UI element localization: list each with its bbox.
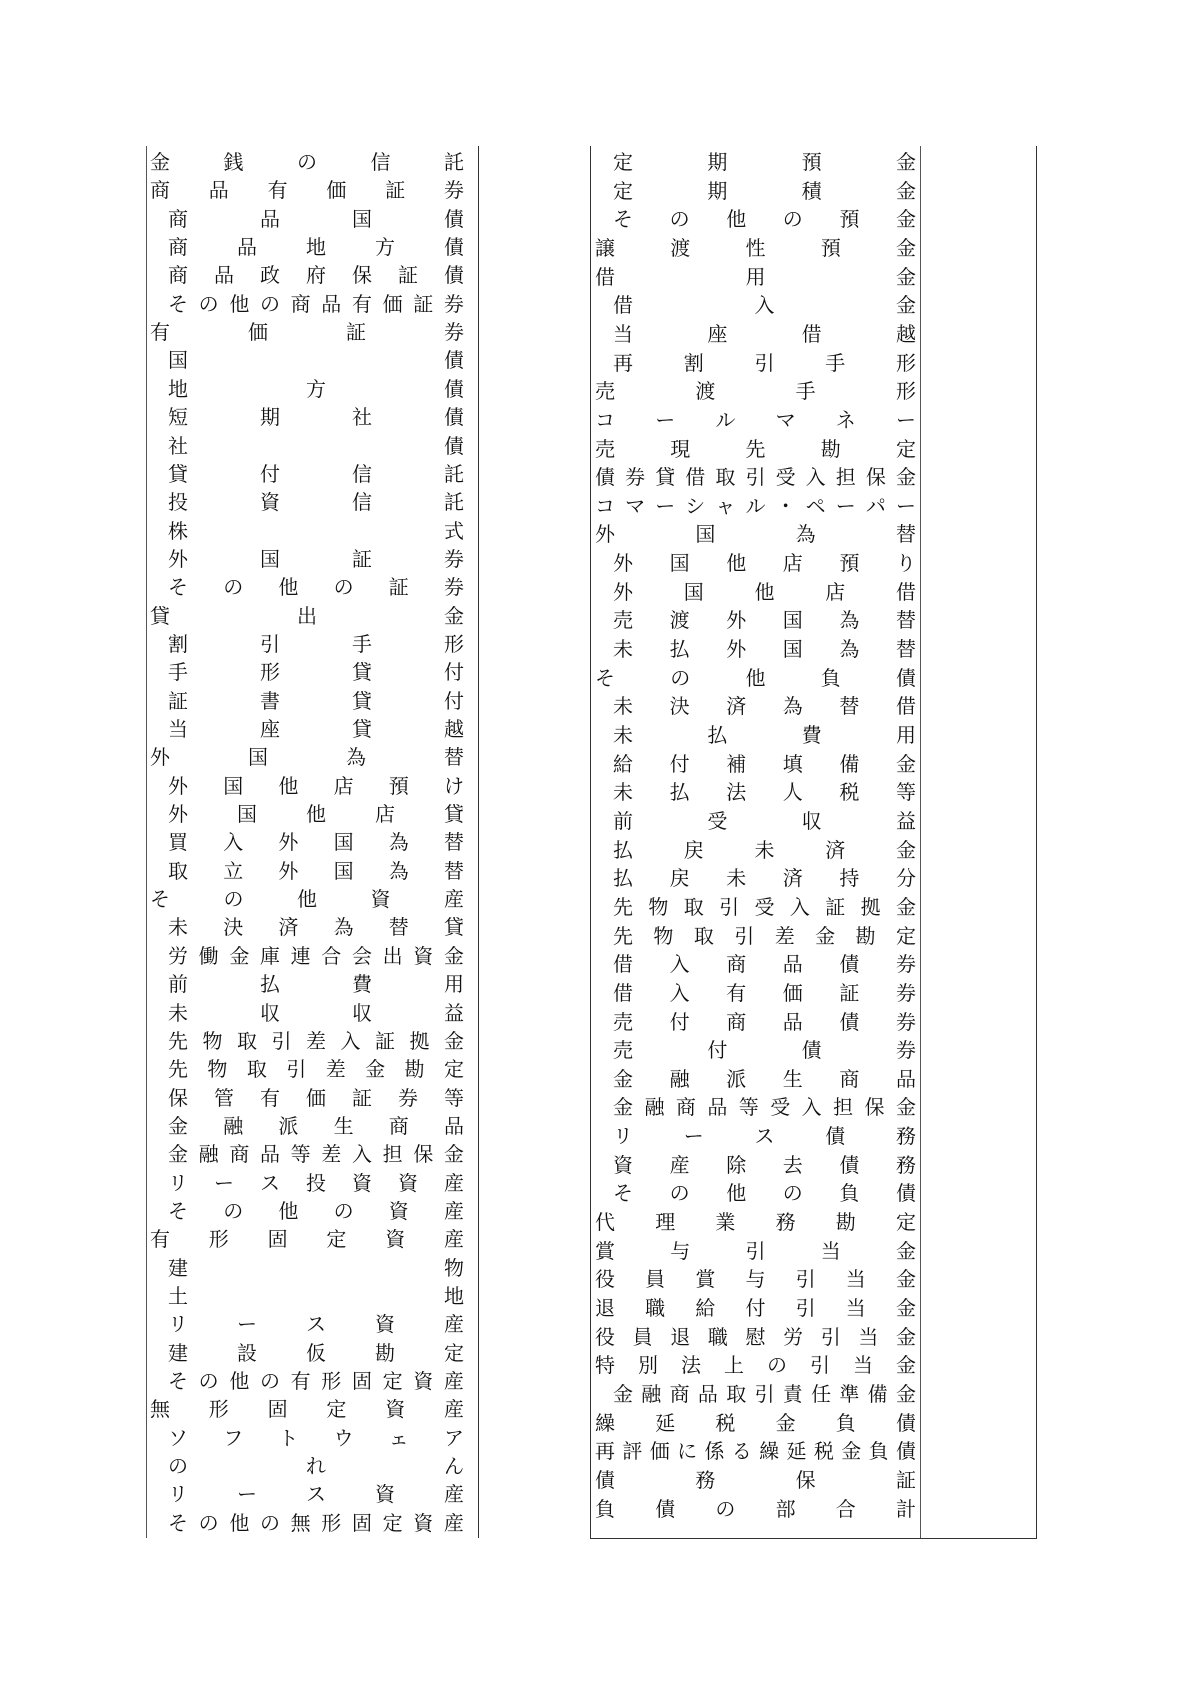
account-item: コ ー ル マ ネ ー [595, 407, 916, 432]
account-item: 短 期 社 債 [168, 405, 464, 430]
account-item: 払 戻 未 済 持 分 [613, 866, 916, 891]
account-item: 未 決 済 為 替 借 [613, 694, 916, 719]
account-item: 買 入 外 国 為 替 [168, 830, 464, 855]
account-item: 給 付 補 填 備 金 [613, 751, 916, 776]
account-item: 売 渡 外 国 為 替 [613, 608, 916, 633]
account-item: 外 国 証 券 [168, 546, 464, 571]
account-item: 外 国 他 店 預 り [613, 551, 916, 576]
account-item: 金 融 商 品 取 引 責 任 準 備 金 [613, 1381, 916, 1406]
account-item: 国 債 [168, 348, 464, 373]
account-item: 売 現 先 勘 定 [595, 436, 916, 461]
account-item: 未 払 法 人 税 等 [613, 780, 916, 805]
account-item: 負 債 の 部 合 計 [595, 1496, 916, 1521]
account-item: 保 管 有 価 証 券 等 [168, 1085, 464, 1110]
account-item: 定 期 積 金 [613, 178, 916, 203]
account-item: 債 券 貸 借 取 引 受 入 担 保 金 [595, 465, 916, 490]
account-item: リ ー ス 資 産 [168, 1482, 464, 1507]
account-item: そ の 他 の 有 形 固 定 資 産 [168, 1369, 464, 1394]
account-item: 先 物 取 引 差 金 勘 定 [168, 1057, 464, 1082]
account-item: 労 働 金 庫 連 合 会 出 資 金 [168, 943, 464, 968]
account-item: 再 評 価 に 係 る 繰 延 税 金 負 債 [595, 1439, 916, 1464]
account-item: 定 期 預 金 [613, 150, 916, 174]
account-item: 投 資 信 託 [168, 490, 464, 515]
account-item: 外 国 他 店 貸 [168, 802, 464, 827]
account-item: 前 受 収 益 [613, 808, 916, 833]
account-item: コ マ ー シ ャ ル ・ ペ ー パ ー [595, 493, 916, 518]
account-item: 金 融 派 生 商 品 [168, 1113, 464, 1138]
account-item: 取 立 外 国 為 替 [168, 858, 464, 883]
account-item: 外 国 他 店 借 [613, 579, 916, 604]
account-item: そ の 他 の 商 品 有 価 証 券 [168, 291, 464, 316]
account-item: そ の 他 の 無 形 固 定 資 産 [168, 1510, 464, 1535]
account-item: 金 銭 の 信 託 [150, 150, 464, 174]
account-item: 商 品 有 価 証 券 [150, 178, 464, 203]
account-item: 有 形 固 定 資 産 [150, 1227, 464, 1252]
account-item: そ の 他 資 産 [150, 887, 464, 912]
left-column [146, 146, 479, 1538]
account-item: 特 別 法 上 の 引 当 金 [595, 1353, 916, 1378]
account-item: 未 払 外 国 為 替 [613, 637, 916, 662]
account-item: 払 戻 未 済 金 [613, 837, 916, 862]
account-item: 借 入 有 価 証 券 [613, 980, 916, 1005]
account-item: 前 払 費 用 [168, 972, 464, 997]
account-item: 商 品 国 債 [168, 206, 464, 231]
account-item: ソ フ ト ウ ェ ア [168, 1425, 464, 1450]
account-item: リ ー ス 資 産 [168, 1312, 464, 1337]
account-item: 代 理 業 務 勘 定 [595, 1210, 916, 1235]
account-item: 無 形 固 定 資 産 [150, 1397, 464, 1422]
account-item: 債 務 保 証 [595, 1467, 916, 1492]
account-item: 貸 付 信 託 [168, 461, 464, 486]
account-item: 未 払 費 用 [613, 723, 916, 747]
account-item: 地 方 債 [168, 376, 464, 401]
account-item: 金 融 商 品 等 受 入 担 保 金 [613, 1095, 916, 1120]
account-item: 有 価 証 券 [150, 320, 464, 345]
account-item: そ の 他 の 負 債 [613, 1181, 916, 1206]
account-item: 土 地 [168, 1284, 464, 1308]
account-item: 繰 延 税 金 負 債 [595, 1410, 916, 1435]
account-item: 建 設 仮 勘 定 [168, 1340, 464, 1365]
account-item: 未 決 済 為 替 貸 [168, 915, 464, 940]
account-item: 商 品 政 府 保 証 債 [168, 263, 464, 288]
account-item: 金 融 派 生 商 品 [613, 1066, 916, 1091]
account-item: 株 式 [168, 518, 464, 543]
account-item: の れ ん [168, 1454, 464, 1479]
account-item: 売 渡 手 形 [595, 379, 916, 404]
right-column [590, 146, 1037, 1539]
account-item: 貸 出 金 [150, 603, 464, 628]
account-item: 未 収 収 益 [168, 1000, 464, 1025]
account-item: 先 物 取 引 受 入 証 拠 金 [613, 894, 916, 919]
account-item: 建 物 [168, 1255, 464, 1280]
account-item: 役 員 退 職 慰 労 引 当 金 [595, 1324, 916, 1349]
account-item: 借 入 金 [613, 293, 916, 318]
account-item: 商 品 地 方 債 [168, 235, 464, 260]
account-item: 再 割 引 手 形 [613, 350, 916, 375]
account-item: そ の 他 の 証 券 [168, 575, 464, 600]
account-item: そ の 他 の 資 産 [168, 1198, 464, 1223]
account-item: 賞 与 引 当 金 [595, 1238, 916, 1263]
account-item: 借 入 商 品 債 券 [613, 952, 916, 977]
account-item: 外 国 他 店 預 け [168, 773, 464, 798]
account-item: 外 国 為 替 [150, 745, 464, 770]
account-item: 資 産 除 去 債 務 [613, 1152, 916, 1177]
account-item: 当 座 借 越 [613, 321, 916, 346]
account-item: そ の 他 負 債 [595, 665, 916, 690]
account-item: そ の 他 の 預 金 [613, 207, 916, 232]
account-item: リ ー ス 債 務 [613, 1124, 916, 1149]
account-item: 割 引 手 形 [168, 631, 464, 656]
account-item: 売 付 債 券 [613, 1038, 916, 1063]
account-item: 金 融 商 品 等 差 入 担 保 金 [168, 1142, 464, 1167]
account-item: 売 付 商 品 債 券 [613, 1009, 916, 1034]
account-item: 先 物 取 引 差 金 勘 定 [613, 923, 916, 948]
amount-column-divider [920, 146, 921, 1538]
account-item: 証 書 貸 付 [168, 688, 464, 713]
account-item: 外 国 為 替 [595, 522, 916, 547]
account-item: 譲 渡 性 預 金 [595, 235, 916, 260]
account-item: 先 物 取 引 差 入 証 拠 金 [168, 1028, 464, 1053]
account-item: 社 債 [168, 433, 464, 458]
account-item: 当 座 貸 越 [168, 717, 464, 741]
account-item: 役 員 賞 与 引 当 金 [595, 1267, 916, 1292]
account-item: リ ー ス 投 資 資 産 [168, 1170, 464, 1195]
account-item: 退 職 給 付 引 当 金 [595, 1296, 916, 1320]
account-item: 借 用 金 [595, 264, 916, 289]
account-item: 手 形 貸 付 [168, 660, 464, 685]
